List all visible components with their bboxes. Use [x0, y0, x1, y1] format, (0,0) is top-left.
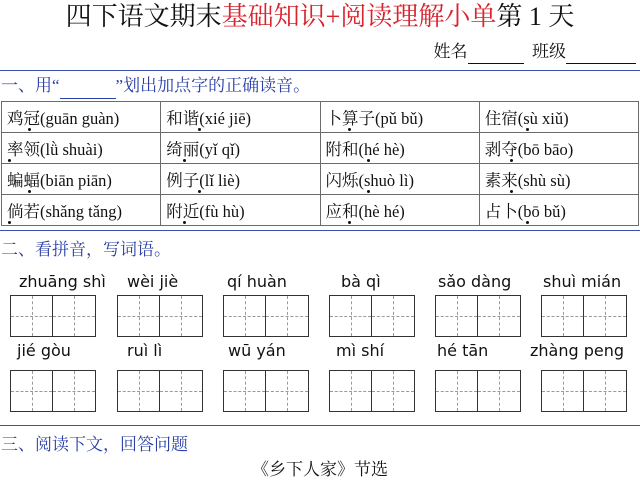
- pinyin-prompt: zhàng peng: [530, 341, 625, 360]
- pinyin-prompt: shuì mián: [543, 272, 622, 291]
- table-row: [2, 164, 639, 195]
- section3-heading: 三、阅读下文，回答问题: [1, 435, 188, 454]
- worksheet-title: [0, 1, 640, 33]
- pinyin-prompt: wū yán: [228, 341, 286, 360]
- pron-cell[interactable]: 卜算子(pǔ bǔ): [320, 102, 479, 133]
- writing-box-pair[interactable]: [117, 370, 203, 412]
- emphasis-dot: [348, 221, 351, 224]
- name-label: 姓名: [433, 42, 468, 61]
- pron-cell[interactable]: 素来(shù sù): [479, 164, 638, 195]
- pron-cell[interactable]: 绮丽(yǐ qǐ): [161, 133, 320, 164]
- section1-heading: 一、用“ ”划出加点字的正确读音。: [1, 73, 310, 99]
- writing-box-pair[interactable]: [10, 295, 96, 337]
- emphasis-dot: [526, 221, 529, 224]
- section2-top-rule: [0, 230, 640, 231]
- writing-box-pair[interactable]: [435, 370, 521, 412]
- passage-title: 《乡下人家》节选: [252, 460, 388, 479]
- pron-cell[interactable]: 和谐(xié jiē): [161, 102, 320, 133]
- emphasis-dot: [510, 190, 513, 193]
- pron-cell[interactable]: 蝙蝠(biān piān): [2, 164, 161, 195]
- emphasis-dot: [8, 221, 11, 224]
- writing-box-pair[interactable]: [223, 295, 309, 337]
- table-row: [2, 102, 639, 133]
- emphasis-dot: [8, 159, 11, 162]
- pinyin-prompt: bà qì: [341, 272, 381, 291]
- pinyin-prompt: jié gòu: [17, 341, 71, 360]
- writing-box-pair[interactable]: [117, 295, 203, 337]
- pinyin-prompt: mì shí: [336, 341, 385, 360]
- pron-cell[interactable]: 应和(hè hé): [320, 195, 479, 226]
- pinyin-prompt: qí huàn: [227, 272, 287, 291]
- pron-cell[interactable]: 附和(hé hè): [320, 133, 479, 164]
- title-day: 第 1 天: [496, 2, 575, 31]
- class-field[interactable]: [566, 46, 636, 64]
- name-field[interactable]: [468, 46, 524, 64]
- title-topic: 基础知识+阅读理解小单: [221, 2, 497, 31]
- section3-top-rule: [0, 425, 640, 426]
- emphasis-dot: [348, 128, 351, 131]
- emphasis-dot: [367, 159, 370, 162]
- pronunciation-table: [1, 101, 639, 226]
- pron-cell[interactable]: 例子(lǐ liè): [161, 164, 320, 195]
- pron-cell[interactable]: 附近(fù hù): [161, 195, 320, 226]
- table-row: [2, 133, 639, 164]
- pron-cell[interactable]: 闪烁(shuò lì): [320, 164, 479, 195]
- underline-marker-blank: [60, 83, 116, 99]
- pinyin-prompt: sǎo dàng: [438, 272, 512, 291]
- pinyin-prompt: ruì lì: [127, 341, 163, 360]
- writing-box-pair[interactable]: [329, 295, 415, 337]
- pron-cell[interactable]: 倘若(shǎng tǎng): [2, 195, 161, 226]
- writing-box-pair[interactable]: [541, 295, 627, 337]
- writing-box-pair[interactable]: [329, 370, 415, 412]
- writing-box-pair[interactable]: [223, 370, 309, 412]
- section1-top-rule: [0, 70, 640, 71]
- class-label: 班级: [532, 42, 566, 61]
- pron-cell[interactable]: 率领(lǜ shuài): [2, 133, 161, 164]
- pron-cell[interactable]: 住宿(sù xiǔ): [479, 102, 638, 133]
- pron-cell[interactable]: 剥夺(bō bāo): [479, 133, 638, 164]
- table-row: [2, 195, 639, 226]
- writing-box-pair[interactable]: [541, 370, 627, 412]
- pinyin-prompt: wèi jiè: [127, 272, 179, 291]
- writing-box-pair[interactable]: [435, 295, 521, 337]
- pinyin-prompt: hé tān: [437, 341, 489, 360]
- emphasis-dot: [183, 159, 186, 162]
- writing-box-pair[interactable]: [10, 370, 96, 412]
- pron-cell[interactable]: 鸡冠(guān guàn): [2, 102, 161, 133]
- section2-heading: 二、看拼音，写词语。: [1, 240, 171, 259]
- emphasis-dot: [367, 190, 370, 193]
- emphasis-dot: [526, 128, 529, 131]
- pinyin-prompt: zhuāng shì: [19, 272, 106, 291]
- emphasis-dot: [198, 190, 201, 193]
- emphasis-dot: [198, 128, 201, 131]
- emphasis-dot: [183, 221, 186, 224]
- emphasis-dot: [28, 190, 31, 193]
- name-class-line: [434, 40, 637, 64]
- pron-cell[interactable]: 占卜(bō bǔ): [479, 195, 638, 226]
- emphasis-dot: [510, 159, 513, 162]
- emphasis-dot: [28, 128, 31, 131]
- title-day-prefix: 四下语文期末: [65, 2, 222, 31]
